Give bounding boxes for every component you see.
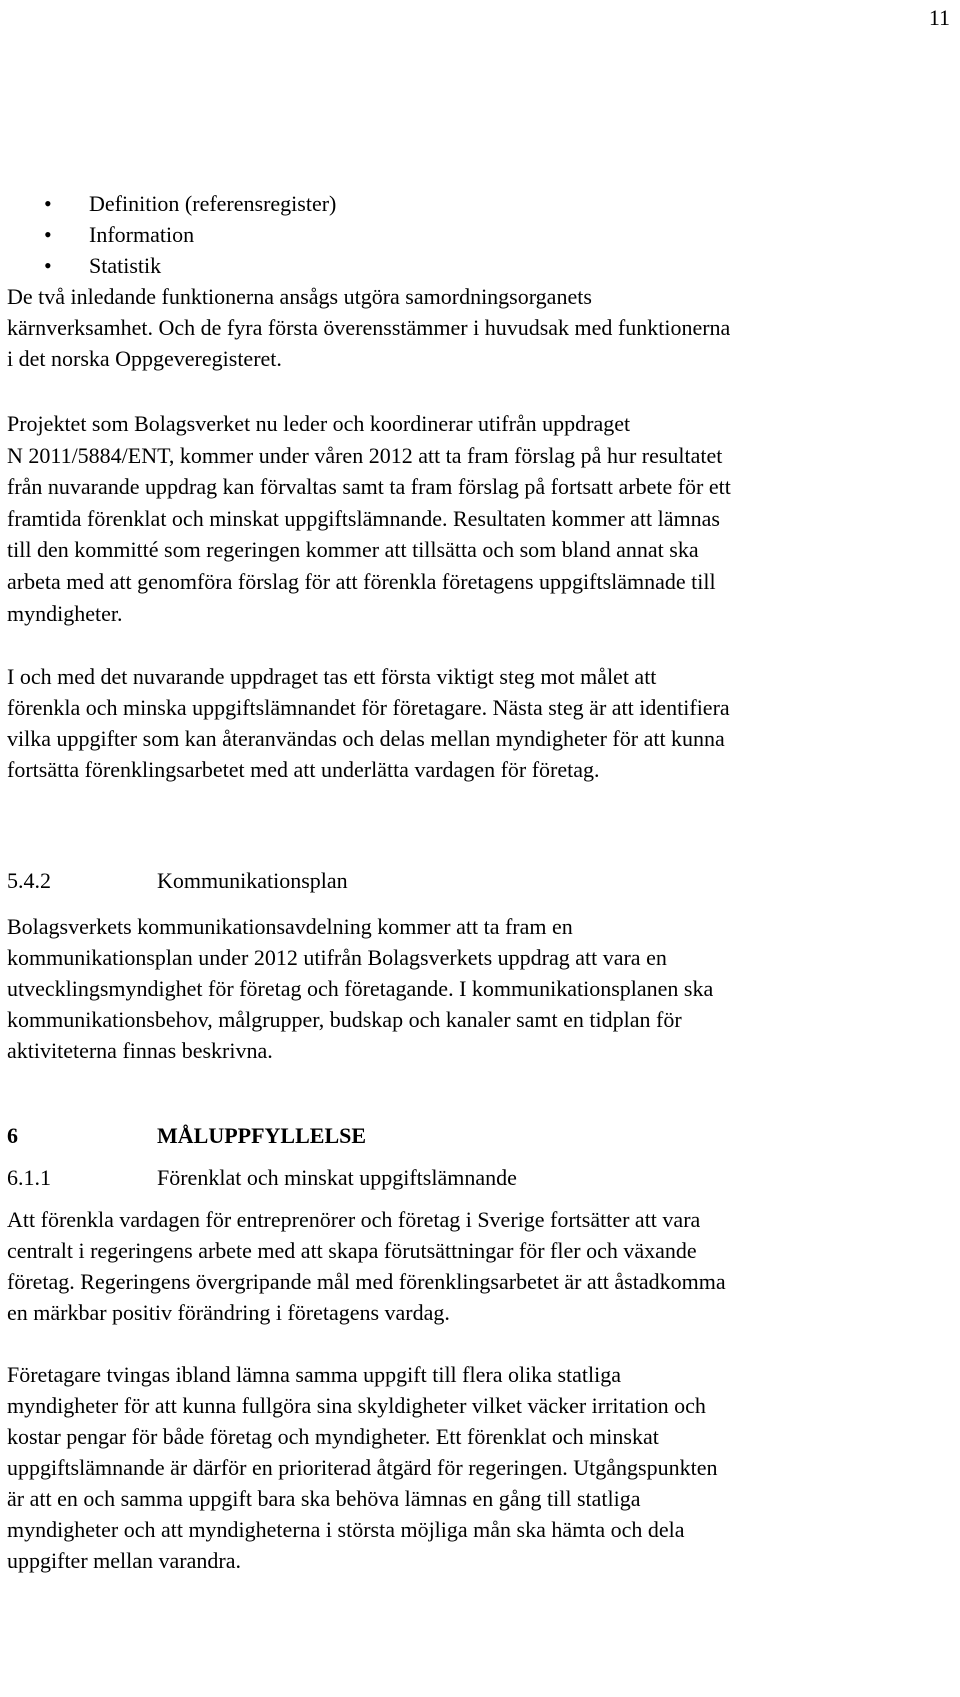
document-body bbox=[7, 188, 952, 1576]
intro-paragraph: De två inledande funktionerna ansågs utgöra samordningsorganets kärnverksamhet. Och de fyra första överensstämmer i huvudsak med funktionerna i det norska Oppgeveregisteret. bbox=[7, 284, 731, 371]
kommunikation-paragraph: Bolagsverkets kommunikationsavdelning kommer att ta fram en kommunikationsplan under 2012 utifrån Bolagsverkets uppdrag att vara en utvecklingsmyndighet för företag och företagande. I kommunikationsplanen ska kommunikationsbehov, målgrupper, budskap och kanaler samt en tidplan för aktiviteterna finnas beskrivna. bbox=[7, 914, 714, 1064]
list-item: • Definition (referensregister) bbox=[7, 188, 952, 219]
function-bullet-list bbox=[7, 188, 952, 281]
list-item: • Statistik bbox=[7, 250, 952, 281]
bullet-icon: • bbox=[44, 222, 52, 247]
projekt-paragraph: Projektet som Bolagsverket nu leder och koordinerar utifrån uppdraget N 2011/5884/ENT, kommer under våren 2012 att ta fram förslag på hur resultatet från nuvarande uppdrag kan förvaltas samt ta fram förslag på fortsatt arbete för ett framtida förenklat och minskat uppgiftslämnande. Resultaten kommer att lämnas till den kommitté som regeringen kommer att tillsätta och som bland annat ska arbeta med att genomföra förslag för att förenkla företagens uppgiftslämnade till myndigheter. bbox=[7, 411, 731, 626]
section-number: 6.1.1 bbox=[7, 1165, 51, 1191]
section-title: MÅLUPPFYLLELSE bbox=[157, 1123, 367, 1149]
bullet-icon: • bbox=[44, 191, 52, 216]
foretagare-paragraph: Företagare tvingas ibland lämna samma uppgift till flera olika statliga myndigheter för att kunna fullgöra sina skyldigheter vilket väcker irritation och kostar pengar för både företag och myndigheter. Ett förenklat och minskat uppgiftslämnande är därför en prioriterad åtgärd för regeringen. Utgångspunkten är att en och samma uppgift bara ska behöva lämnas en gång till statliga myndigheter och att myndigheterna i största möjliga mån ska hämta och dela uppgifter mellan varandra. bbox=[7, 1362, 718, 1574]
bullet-icon: • bbox=[44, 253, 52, 278]
section-number: 6 bbox=[7, 1123, 18, 1149]
forenkla-paragraph: Att förenkla vardagen för entreprenörer och företag i Sverige fortsätter att vara centralt i regeringens arbete med att skapa förutsättningar för fler och växande företag. Regeringens övergripande mål med förenklingsarbetet är att åstadkomma en märkbar positiv förändring i företagens vardag. bbox=[7, 1207, 726, 1326]
section-heading-6 bbox=[7, 1120, 952, 1152]
uppdrag-paragraph: I och med det nuvarande uppdraget tas ett första viktigt steg mot målet att förenkla och minska uppgiftslämnandet för företagare. Nästa steg är att identifiera vilka uppgifter som kan återanvändas och delas mellan myndigheter för att kunna fortsätta förenklingsarbetet med att underlätta vardagen för företag. bbox=[7, 664, 730, 783]
section-heading-5-4-2 bbox=[7, 865, 952, 897]
section-heading-6-1-1 bbox=[7, 1162, 952, 1194]
page-number: 11 bbox=[928, 5, 950, 30]
list-item: • Information bbox=[7, 219, 952, 250]
section-number: 5.4.2 bbox=[7, 868, 51, 894]
section-title: Kommunikationsplan bbox=[157, 868, 348, 894]
section-title: Förenklat och minskat uppgiftslämnande bbox=[157, 1165, 517, 1191]
